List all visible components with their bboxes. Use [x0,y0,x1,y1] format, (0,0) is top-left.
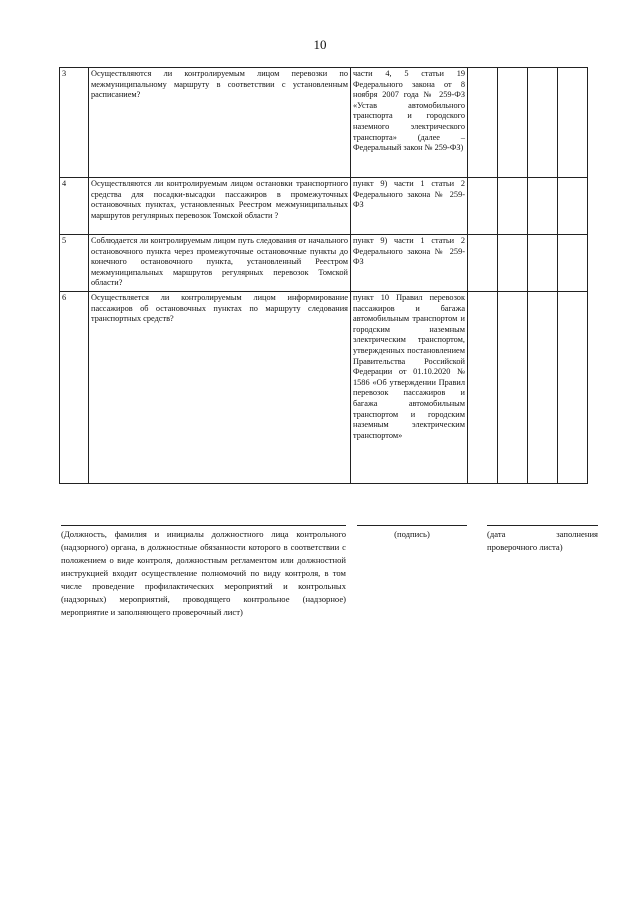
note-cell[interactable] [558,235,588,292]
requirement-question: Осуществляется ли контролируемым лицом информирование пассажиров об остановочных пунктах по маршруту следования транспортных средств? [89,292,351,484]
requirement-question: Осуществляются ли контролируемым лицом остановки транспортного средства для посадки-высадки пассажиров в промежуточных остановочных пунктах, установленных Реестром межмуниципальных маршрутов регулярных перевозок Томской области ? [89,178,351,235]
official-name-line[interactable] [61,525,346,526]
answer-yes-cell[interactable] [468,235,498,292]
answer-yes-cell[interactable] [468,178,498,235]
answer-yes-cell[interactable] [468,68,498,178]
signature-caption: (подпись) [394,529,430,539]
answer-not-applicable-cell[interactable] [528,178,558,235]
answer-not-applicable-cell[interactable] [528,235,558,292]
requirement-question: Осуществляются ли контролируемым лицом перевозки по межмуниципальному маршруту в соответствии с установленным расписанием? [89,68,351,178]
table-row [60,292,588,484]
row-number: 4 [60,178,89,235]
answer-no-cell[interactable] [498,178,528,235]
signature-line[interactable] [357,525,467,526]
answer-no-cell[interactable] [498,68,528,178]
table-row [60,178,588,235]
row-number: 3 [60,68,89,178]
date-line[interactable] [487,525,598,526]
answer-no-cell[interactable] [498,292,528,484]
signature-block [357,525,467,541]
official-caption: (Должность, фамилия и инициалы должностного лица контрольного (надзорного) органа, в должностные обязанности которого в соответствии с положением о виде контроля, должностным регламентом или должностной инструкцией входит осуществление полномочий по виду контроля, в том числе проведение профилактических мероприятий и контрольных (надзорных) мероприятий, проводящего контрольное (надзорное) мероприятие и заполняющего проверочный лист) [61,529,346,617]
legal-basis: пункт 9) части 1 статьи 2 Федерального закона № 259-ФЗ [351,178,468,235]
table-row [60,68,588,178]
page-number: 10 [313,37,327,52]
legal-basis: части 4, 5 статьи 19 Федерального закона от 8 ноября 2007 года № 259-ФЗ «Устав автомобильного транспорта и городского наземного электрического транспорта» (далее – Федеральный закон № 259-ФЗ) [351,68,468,178]
table-row [60,235,588,292]
note-cell[interactable] [558,68,588,178]
date-block [487,525,598,554]
row-number: 5 [60,235,89,292]
row-number: 6 [60,292,89,484]
note-cell[interactable] [558,178,588,235]
answer-not-applicable-cell[interactable] [528,292,558,484]
answer-yes-cell[interactable] [468,292,498,484]
answer-not-applicable-cell[interactable] [528,68,558,178]
checklist-table [59,67,588,484]
date-caption: (дата заполнения проверочного листа) [487,529,598,552]
requirement-question: Соблюдается ли контролируемым лицом путь следования от начального остановочного пункта через промежуточные остановочные пункты до конечного остановочного пункта, установленный Реестром межмуниципальных маршрутов регулярных перевозок Томской области? [89,235,351,292]
note-cell[interactable] [558,292,588,484]
official-signature-block [61,525,346,619]
answer-no-cell[interactable] [498,235,528,292]
legal-basis: пункт 9) части 1 статьи 2 Федерального закона № 259-ФЗ [351,235,468,292]
legal-basis: пункт 10 Правил перевозок пассажиров и багажа автомобильным транспортом и городским наземным электрическим транспортом, утвержденных постановлением Правительства Российской Федерации от 01.10.2020 № 1586 «Об утверждении Правил перевозок пассажиров и багажа автомобильным транспортом и городским наземным электрическим транспортом» [351,292,468,484]
